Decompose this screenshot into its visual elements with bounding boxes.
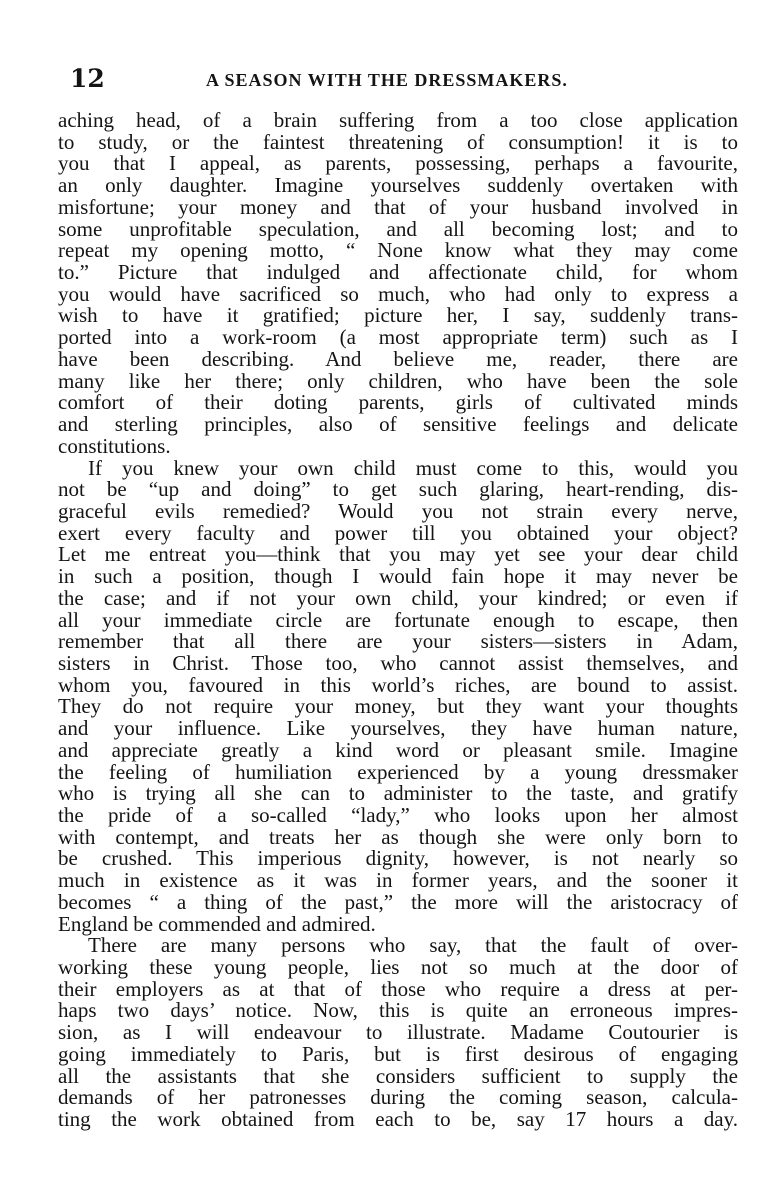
text-line: some unprofitable speculation, and all becoming lost; and to <box>58 216 738 241</box>
text-line: They do not require your money, but they want your thoughts <box>58 694 738 719</box>
text-line: aching head, of a brain suffering from a too close application <box>58 108 738 132</box>
text-line: working these young people, lies not so much at the door of <box>58 955 738 980</box>
body-text <box>58 110 738 1131</box>
text-line: Let me entreat you—think that you may yet see your dear child <box>58 542 738 567</box>
text-line: their employers as at that of those who require a dress at per- <box>58 976 738 1001</box>
text-line: and your influence. Like yourselves, they have human nature, <box>58 716 738 741</box>
text-line: ported into a work-room (a most appropriate term) such as I <box>58 325 738 350</box>
text-line: and appreciate greatly a kind word or pleasant smile. Imagine <box>58 737 738 762</box>
text-line: many like her there; only children, who have been the sole <box>58 368 738 393</box>
text-line: haps two days’ notice. Now, this is quite an erroneous impres- <box>58 998 738 1023</box>
text-line: England be commended and admired. <box>58 911 376 936</box>
page-number: 12 <box>70 64 105 93</box>
text-line: sion, as I will endeavour to illustrate. Madame Coutourier is <box>58 1020 738 1045</box>
text-line: with contempt, and treats her as though she were only born to <box>58 824 738 849</box>
text-line: remember that all there are your sisters—sisters in Adam, <box>58 629 738 654</box>
text-line: you that I appeal, as parents, possessing, perhaps a favourite, <box>58 151 738 176</box>
text-line: sisters in Christ. Those too, who cannot assist themselves, and <box>58 650 738 675</box>
text-line: constitutions. <box>58 433 171 458</box>
text-line: to study, or the faintest threatening of consumption! it is to <box>58 129 738 154</box>
text-line: graceful evils remedied? Would you not strain every nerve, <box>58 498 738 523</box>
text-line: all your immediate circle are fortunate enough to escape, then <box>58 607 738 632</box>
text-line: There are many persons who say, that the fault of over- <box>88 933 738 958</box>
text-line: you would have sacrificed so much, who had only to express a <box>58 281 738 306</box>
text-line: becomes “ a thing of the past,” the more will the aristocracy of <box>58 889 738 914</box>
page-header <box>70 64 740 94</box>
text-line: the feeling of humiliation experienced by a young dressmaker <box>58 759 738 784</box>
text-line: exert every faculty and power till you obtained your object? <box>58 520 738 545</box>
text-line: demands of her patronesses during the coming season, calcula- <box>58 1085 738 1110</box>
text-line: be crushed. This imperious dignity, however, is not nearly so <box>58 846 738 871</box>
text-line: to.” Picture that indulged and affectionate child, for whom <box>58 260 738 285</box>
text-line: much in existence as it was in former years, and the sooner it <box>58 868 738 893</box>
text-line: the pride of a so-called “lady,” who looks upon her almost <box>58 803 738 827</box>
text-line: If you knew your own child must come to this, would you <box>88 455 738 480</box>
text-line: and sterling principles, also of sensitive feelings and delicate <box>58 412 738 437</box>
text-line: ting the work obtained from each to be, say 17 hours a day. <box>58 1107 738 1132</box>
text-line: wish to have it gratified; picture her, I say, suddenly trans- <box>58 303 738 328</box>
text-line: repeat my opening motto, “ None know what they may come <box>58 238 738 263</box>
text-line: who is trying all she can to administer to the taste, and gratify <box>58 781 738 806</box>
text-line: going immediately to Paris, but is first desirous of engaging <box>58 1041 738 1066</box>
text-line: not be “up and doing” to get such glaring, heart-rending, dis- <box>58 477 738 502</box>
running-head: A SEASON WITH THE DRESSMAKERS. <box>206 70 568 90</box>
text-line: have been describing. And believe me, reader, there are <box>58 346 738 371</box>
text-line: in such a position, though I would fain hope it may never be <box>58 564 738 589</box>
text-line: whom you, favoured in this world’s riches, are bound to assist. <box>58 672 738 697</box>
text-line: misfortune; your money and that of your husband involved in <box>58 194 738 219</box>
text-line: all the assistants that she considers sufficient to supply the <box>58 1063 738 1088</box>
text-line: the case; and if not your own child, your kindred; or even if <box>58 585 738 610</box>
text-line: an only daughter. Imagine yourselves suddenly overtaken with <box>58 173 738 198</box>
text-line: comfort of their doting parents, girls of cultivated minds <box>58 390 738 415</box>
